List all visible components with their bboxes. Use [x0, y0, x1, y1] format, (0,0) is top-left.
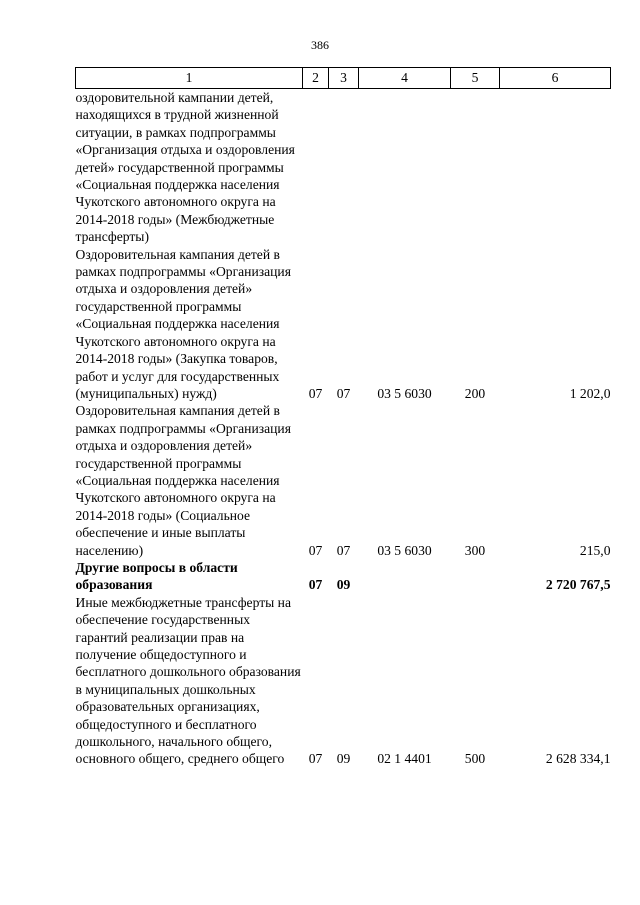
- header-col-6: 6: [500, 68, 611, 89]
- row-description: оздоровительной кампании детей, находящихся в трудной жизненной ситуации, в рамках подпрограммы «Организация отдыха и оздоровления детей» государственной программы «Социальная поддержка населения Чукотского автономного округа на 2014-2018 годы» (Межбюджетные трансферты): [75, 90, 295, 245]
- row-section: 07: [308, 577, 323, 593]
- row-description: Иные межбюджетные трансферты на обеспечение государственных гарантий реализации прав на получение общедоступного и бесплатного дошкольного образования в муниципальных дошкольных образовательных организациях, общедоступного и бесплатного дошкольного, начального общего, основного общего, среднего общего: [75, 594, 301, 767]
- row-description: Оздоровительная кампания детей в рамках подпрограммы «Организация отдыха и оздоровления детей» государственной программы «Социальная поддержка населения Чукотского автономного округа на 2014-2018 годы» (Социальное обеспечение и иные выплаты населению): [75, 403, 291, 558]
- row-description: Другие вопросы в области образования: [75, 559, 238, 593]
- row-type: 500: [464, 751, 486, 767]
- row-subsection: 09: [336, 577, 351, 593]
- row-description: Оздоровительная кампания детей в рамках подпрограммы «Организация отдыха и оздоровления детей» государственной программы «Социальная поддержка населения Чукотского автономного округа на 2014-2018 годы» (Закупка товаров, работ и услуг для государственных (муниципальных) нужд): [75, 246, 291, 401]
- budget-table: [75, 67, 611, 768]
- row-section: 07: [308, 385, 323, 401]
- header-col-1: 1: [76, 68, 303, 89]
- row-type: [451, 559, 500, 594]
- row-type: [451, 89, 500, 246]
- table-row-section-total: [76, 559, 611, 594]
- row-amount: 215,0: [579, 542, 611, 558]
- table-row: [76, 402, 611, 559]
- row-subsection: 07: [336, 542, 351, 558]
- row-amount: 2 720 767,5: [545, 577, 611, 593]
- row-target: 03 5 6030: [377, 542, 432, 558]
- row-section: 07: [308, 751, 323, 767]
- row-target: [359, 559, 451, 594]
- header-col-4: 4: [359, 68, 451, 89]
- row-amount: [500, 89, 611, 246]
- table-row: [76, 89, 611, 246]
- row-subsection: 07: [336, 385, 351, 401]
- page-number: 386: [311, 38, 329, 52]
- table-row: [76, 246, 611, 403]
- row-type: 300: [464, 542, 486, 558]
- row-target: 02 1 4401: [377, 751, 432, 767]
- header-col-5: 5: [451, 68, 500, 89]
- header-row: [76, 68, 611, 89]
- header-col-3: 3: [329, 68, 359, 89]
- row-section: 07: [308, 542, 323, 558]
- row-subsection: [329, 89, 359, 246]
- table-row: [76, 594, 611, 768]
- row-subsection: 09: [336, 751, 351, 767]
- row-type: 200: [464, 385, 486, 401]
- row-amount: 1 202,0: [569, 385, 611, 401]
- header-col-2: 2: [303, 68, 329, 89]
- row-section: [303, 89, 329, 246]
- row-target: 03 5 6030: [377, 385, 432, 401]
- row-target: [359, 89, 451, 246]
- row-amount: 2 628 334,1: [545, 751, 611, 767]
